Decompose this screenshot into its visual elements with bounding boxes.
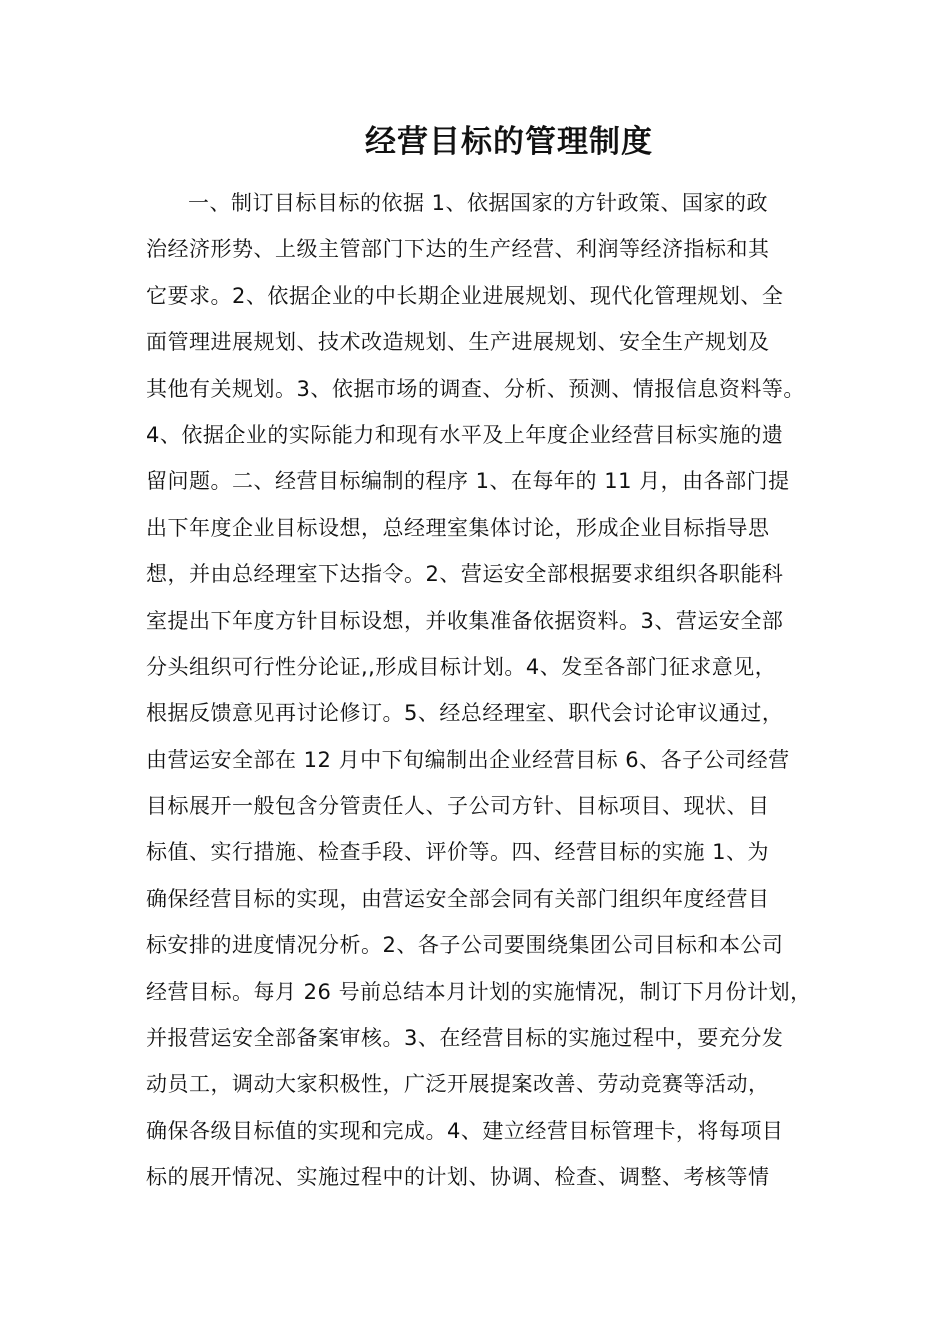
body-line: 标安排的进度情况分析。2、各子公司要围绕集团公司目标和本公司 bbox=[146, 933, 784, 958]
body-line: 分头组织可行性分论证,,形成目标计划。4、发至各部门征求意见， bbox=[146, 654, 777, 679]
body-line: 它要求。2、依据企业的中长期企业进展规划、现代化管理规划、全 bbox=[146, 283, 784, 308]
body-line: 一、制订目标目标的依据 1、依据国家的方针政策、国家的政 bbox=[188, 191, 769, 215]
body-line: 并报营运安全部备案审核。3、在经营目标的实施过程中，要充分发 bbox=[146, 1026, 784, 1051]
body-line: 留问题。二、经营目标编制的程序 1、在每年的 11 月，由各部门提 bbox=[146, 469, 790, 494]
body-line: 面管理进展规划、技术改造规划、生产进展规划、安全生产规划及 bbox=[146, 330, 770, 355]
body-line: 其他有关规划。3、依据市场的调查、分析、预测、情报信息资料等。 bbox=[146, 376, 805, 401]
body-line: 4、依据企业的实际能力和现有水平及上年度企业经营目标实施的遗 bbox=[146, 422, 784, 447]
document-body bbox=[146, 180, 826, 1201]
body-line: 标值、实行措施、检查手段、评价等。四、经营目标的实施 1、为 bbox=[146, 840, 770, 865]
body-line: 确保各级目标值的实现和完成。4、建立经营目标管理卡，将每项目 bbox=[146, 1118, 784, 1143]
body-line: 出下年度企业目标设想，总经理室集体讨论，形成企业目标指导思 bbox=[146, 515, 770, 540]
body-line: 标的展开情况、实施过程中的计划、协调、检查、调整、考核等情 bbox=[146, 1165, 770, 1190]
body-line: 根据反馈意见再讨论修订。5、经总经理室、职代会讨论审议通过， bbox=[146, 701, 784, 726]
body-line: 动员工，调动大家积极性，广泛开展提案改善、劳动竞赛等活动， bbox=[146, 1072, 770, 1097]
body-line: 室提出下年度方针目标设想，并收集准备依据资料。3、营运安全部 bbox=[146, 608, 784, 633]
body-line: 想，并由总经理室下达指令。2、营运安全部根据要求组织各职能科 bbox=[146, 562, 784, 587]
body-line: 确保经营目标的实现，由营运安全部会同有关部门组织年度经营目 bbox=[146, 886, 770, 911]
body-line: 治经济形势、上级主管部门下达的生产经营、利润等经济指标和其 bbox=[146, 237, 770, 262]
body-line: 经营目标。每月 26 号前总结本月计划的实施情况，制订下月份计划， bbox=[146, 979, 812, 1004]
body-line: 目标展开一般包含分管责任人、子公司方针、目标项目、现状、目 bbox=[146, 794, 770, 819]
document-title: 经营目标的管理制度 bbox=[365, 124, 653, 160]
body-line: 由营运安全部在 12 月中下旬编制出企业经营目标 6、各子公司经营 bbox=[146, 747, 790, 772]
